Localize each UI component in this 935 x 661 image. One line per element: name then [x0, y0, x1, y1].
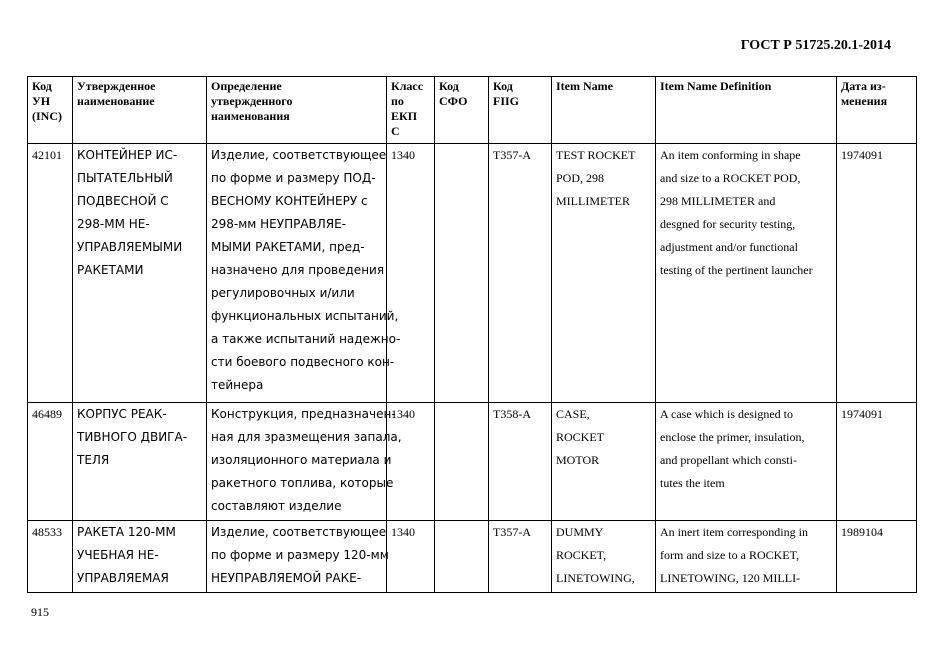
- cell-line: ТИВНОГО ДВИГА-: [77, 430, 188, 444]
- header-cell-item-name: [552, 77, 656, 144]
- cell-line: по форме и размеру 120-мм: [211, 548, 389, 562]
- header-line: Item Name Definition: [660, 79, 772, 93]
- cell-line: составляют изделие: [211, 499, 342, 513]
- header-line: Код: [32, 79, 52, 93]
- cell-class: 1340: [387, 521, 435, 593]
- cell-line: НЕУПРАВЛЯЕМОЙ РАКЕ-: [211, 571, 362, 585]
- cell-line: регулировочных и/или: [211, 286, 355, 300]
- cell-line: Изделие, соответствующее: [211, 525, 387, 539]
- cell-line: CASE,: [556, 407, 590, 421]
- cell-line: по форме и размеру ПОД-: [211, 171, 376, 185]
- header-line: по: [391, 94, 404, 108]
- cell-line: ПОДВЕСНОЙ С: [77, 194, 169, 208]
- cell-line: УЧЕБНАЯ НЕ-: [77, 548, 159, 562]
- cell-line: form and size to a ROCKET,: [660, 548, 800, 562]
- cell-line: 298-ММ НЕ-: [77, 217, 150, 231]
- cell-line: ВЕСНОМУ КОНТЕЙНЕРУ с: [211, 194, 368, 208]
- header-line: утвержденного: [211, 94, 293, 108]
- cell-sfo: [435, 144, 489, 403]
- cell-line: enclose the primer, insulation,: [660, 430, 805, 444]
- cell-sfo: [435, 403, 489, 521]
- header-line: Код: [439, 79, 459, 93]
- cell-item-def: [656, 521, 837, 593]
- cell-definition: [207, 521, 387, 593]
- cell-line: МЫМИ РАКЕТАМИ, пред-: [211, 240, 365, 254]
- header-cell-inc: [28, 77, 73, 144]
- cell-line: DUMMY: [556, 525, 604, 539]
- header-line: наименование: [77, 94, 155, 108]
- cell-line: An inert item corresponding in: [660, 525, 808, 539]
- header-line: С: [391, 124, 400, 138]
- cell-line: а также испытаний надежно-: [211, 332, 401, 346]
- cell-name: [73, 403, 207, 521]
- header-line: наименования: [211, 109, 290, 123]
- cell-line: ТЕЛЯ: [77, 453, 110, 467]
- cell-line: 298 MILLIMETER and: [660, 194, 776, 208]
- header-line: Определение: [211, 79, 282, 93]
- cell-inc: 42101: [28, 144, 73, 403]
- cell-inc: 46489: [28, 403, 73, 521]
- cell-line: testing of the pertinent launcher: [660, 263, 813, 277]
- cell-line: ROCKET: [556, 430, 604, 444]
- cell-name: [73, 521, 207, 593]
- cell-line: and propellant which consti-: [660, 453, 797, 467]
- cell-item-def: [656, 144, 837, 403]
- cell-class: 1340: [387, 144, 435, 403]
- cell-line: MOTOR: [556, 453, 600, 467]
- cell-line: 298-мм НЕУПРАВЛЯЕ-: [211, 217, 347, 231]
- cell-fiig: T358-A: [489, 403, 552, 521]
- table-row: [28, 403, 917, 521]
- cell-line: УПРАВЛЯЕМАЯ: [77, 571, 169, 585]
- cell-line: сти боевого подвесного кон-: [211, 355, 395, 369]
- cell-fiig: T357-A: [489, 144, 552, 403]
- cell-line: TEST ROCKET: [556, 148, 636, 162]
- header-line: Класс: [391, 79, 424, 93]
- header-cell-sfo: [435, 77, 489, 144]
- cell-line: A case which is designed to: [660, 407, 793, 421]
- cell-date: 1989104: [837, 521, 917, 593]
- cell-line: MILLIMETER: [556, 194, 630, 208]
- header-line: (INC): [32, 109, 62, 123]
- header-line: Дата из-: [841, 79, 886, 93]
- cell-name: [73, 144, 207, 403]
- cell-line: УПРАВЛЯЕМЫМИ: [77, 240, 183, 254]
- header-cell-name: [73, 77, 207, 144]
- header-cell-fiig: [489, 77, 552, 144]
- cell-line: КОНТЕЙНЕР ИС-: [77, 148, 178, 162]
- header-cell-date: [837, 77, 917, 144]
- page-number: 915: [31, 605, 49, 619]
- cell-inc: 48533: [28, 521, 73, 593]
- cell-date: 1974091: [837, 403, 917, 521]
- header-cell-class: [387, 77, 435, 144]
- header-line: Утвержденное: [77, 79, 156, 93]
- cell-line: and size to a ROCKET POD,: [660, 171, 801, 185]
- table-row: [28, 144, 917, 403]
- cell-line: adjustment and/or functional: [660, 240, 798, 254]
- cell-line: desgned for security testing,: [660, 217, 796, 231]
- cell-line: tutes the item: [660, 476, 725, 490]
- cell-line: ная для зразмещения запала,: [211, 430, 402, 444]
- cell-definition: [207, 403, 402, 521]
- cell-item-name: [552, 144, 656, 403]
- cell-sfo: [435, 521, 489, 593]
- document-header: ГОСТ Р 51725.20.1-2014: [740, 38, 891, 53]
- cell-line: тейнера: [211, 378, 264, 392]
- cell-line: ракетного топлива, которые: [211, 476, 394, 490]
- cell-line: LINETOWING, 120 MILLI-: [660, 571, 801, 585]
- cell-line: An item conforming in shape: [660, 148, 801, 162]
- header-cell-definition: [207, 77, 387, 144]
- cell-line: POD, 298: [556, 171, 605, 185]
- cell-line: Изделие, соответствующее: [211, 148, 387, 162]
- header-line: менения: [841, 94, 888, 108]
- cell-date: 1974091: [837, 144, 917, 403]
- cell-definition: [207, 144, 401, 403]
- cell-line: РАКЕТА 120-ММ: [77, 525, 176, 539]
- cell-class: 1340: [387, 403, 435, 521]
- cell-line: назначено для проведения: [211, 263, 385, 277]
- header-cell-item-def: [656, 77, 837, 144]
- header-line: Item Name: [556, 79, 613, 93]
- data-table: [27, 76, 917, 593]
- cell-item-name: [552, 521, 656, 593]
- cell-item-def: [656, 403, 837, 521]
- cell-line: ПЫТАТЕЛЬНЫЙ: [77, 171, 173, 185]
- cell-line: РАКЕТАМИ: [77, 263, 144, 277]
- table-row: [28, 521, 917, 593]
- cell-line: ROCKET,: [556, 548, 607, 562]
- header-line: ЕКП: [391, 109, 418, 123]
- header-line: УН: [32, 94, 51, 108]
- cell-fiig: T357-A: [489, 521, 552, 593]
- cell-line: КОРПУС РЕАК-: [77, 407, 167, 421]
- cell-item-name: [552, 403, 656, 521]
- cell-line: Конструкция, предназначен-: [211, 407, 396, 421]
- table-header-row: [28, 77, 917, 144]
- header-line: СФО: [439, 94, 468, 108]
- cell-line: изоляционного материала и: [211, 453, 392, 467]
- header-line: Код: [493, 79, 513, 93]
- header-line: FIIG: [493, 94, 520, 108]
- cell-line: функциональных испытаний,: [211, 309, 399, 323]
- cell-line: LINETOWING,: [556, 571, 635, 585]
